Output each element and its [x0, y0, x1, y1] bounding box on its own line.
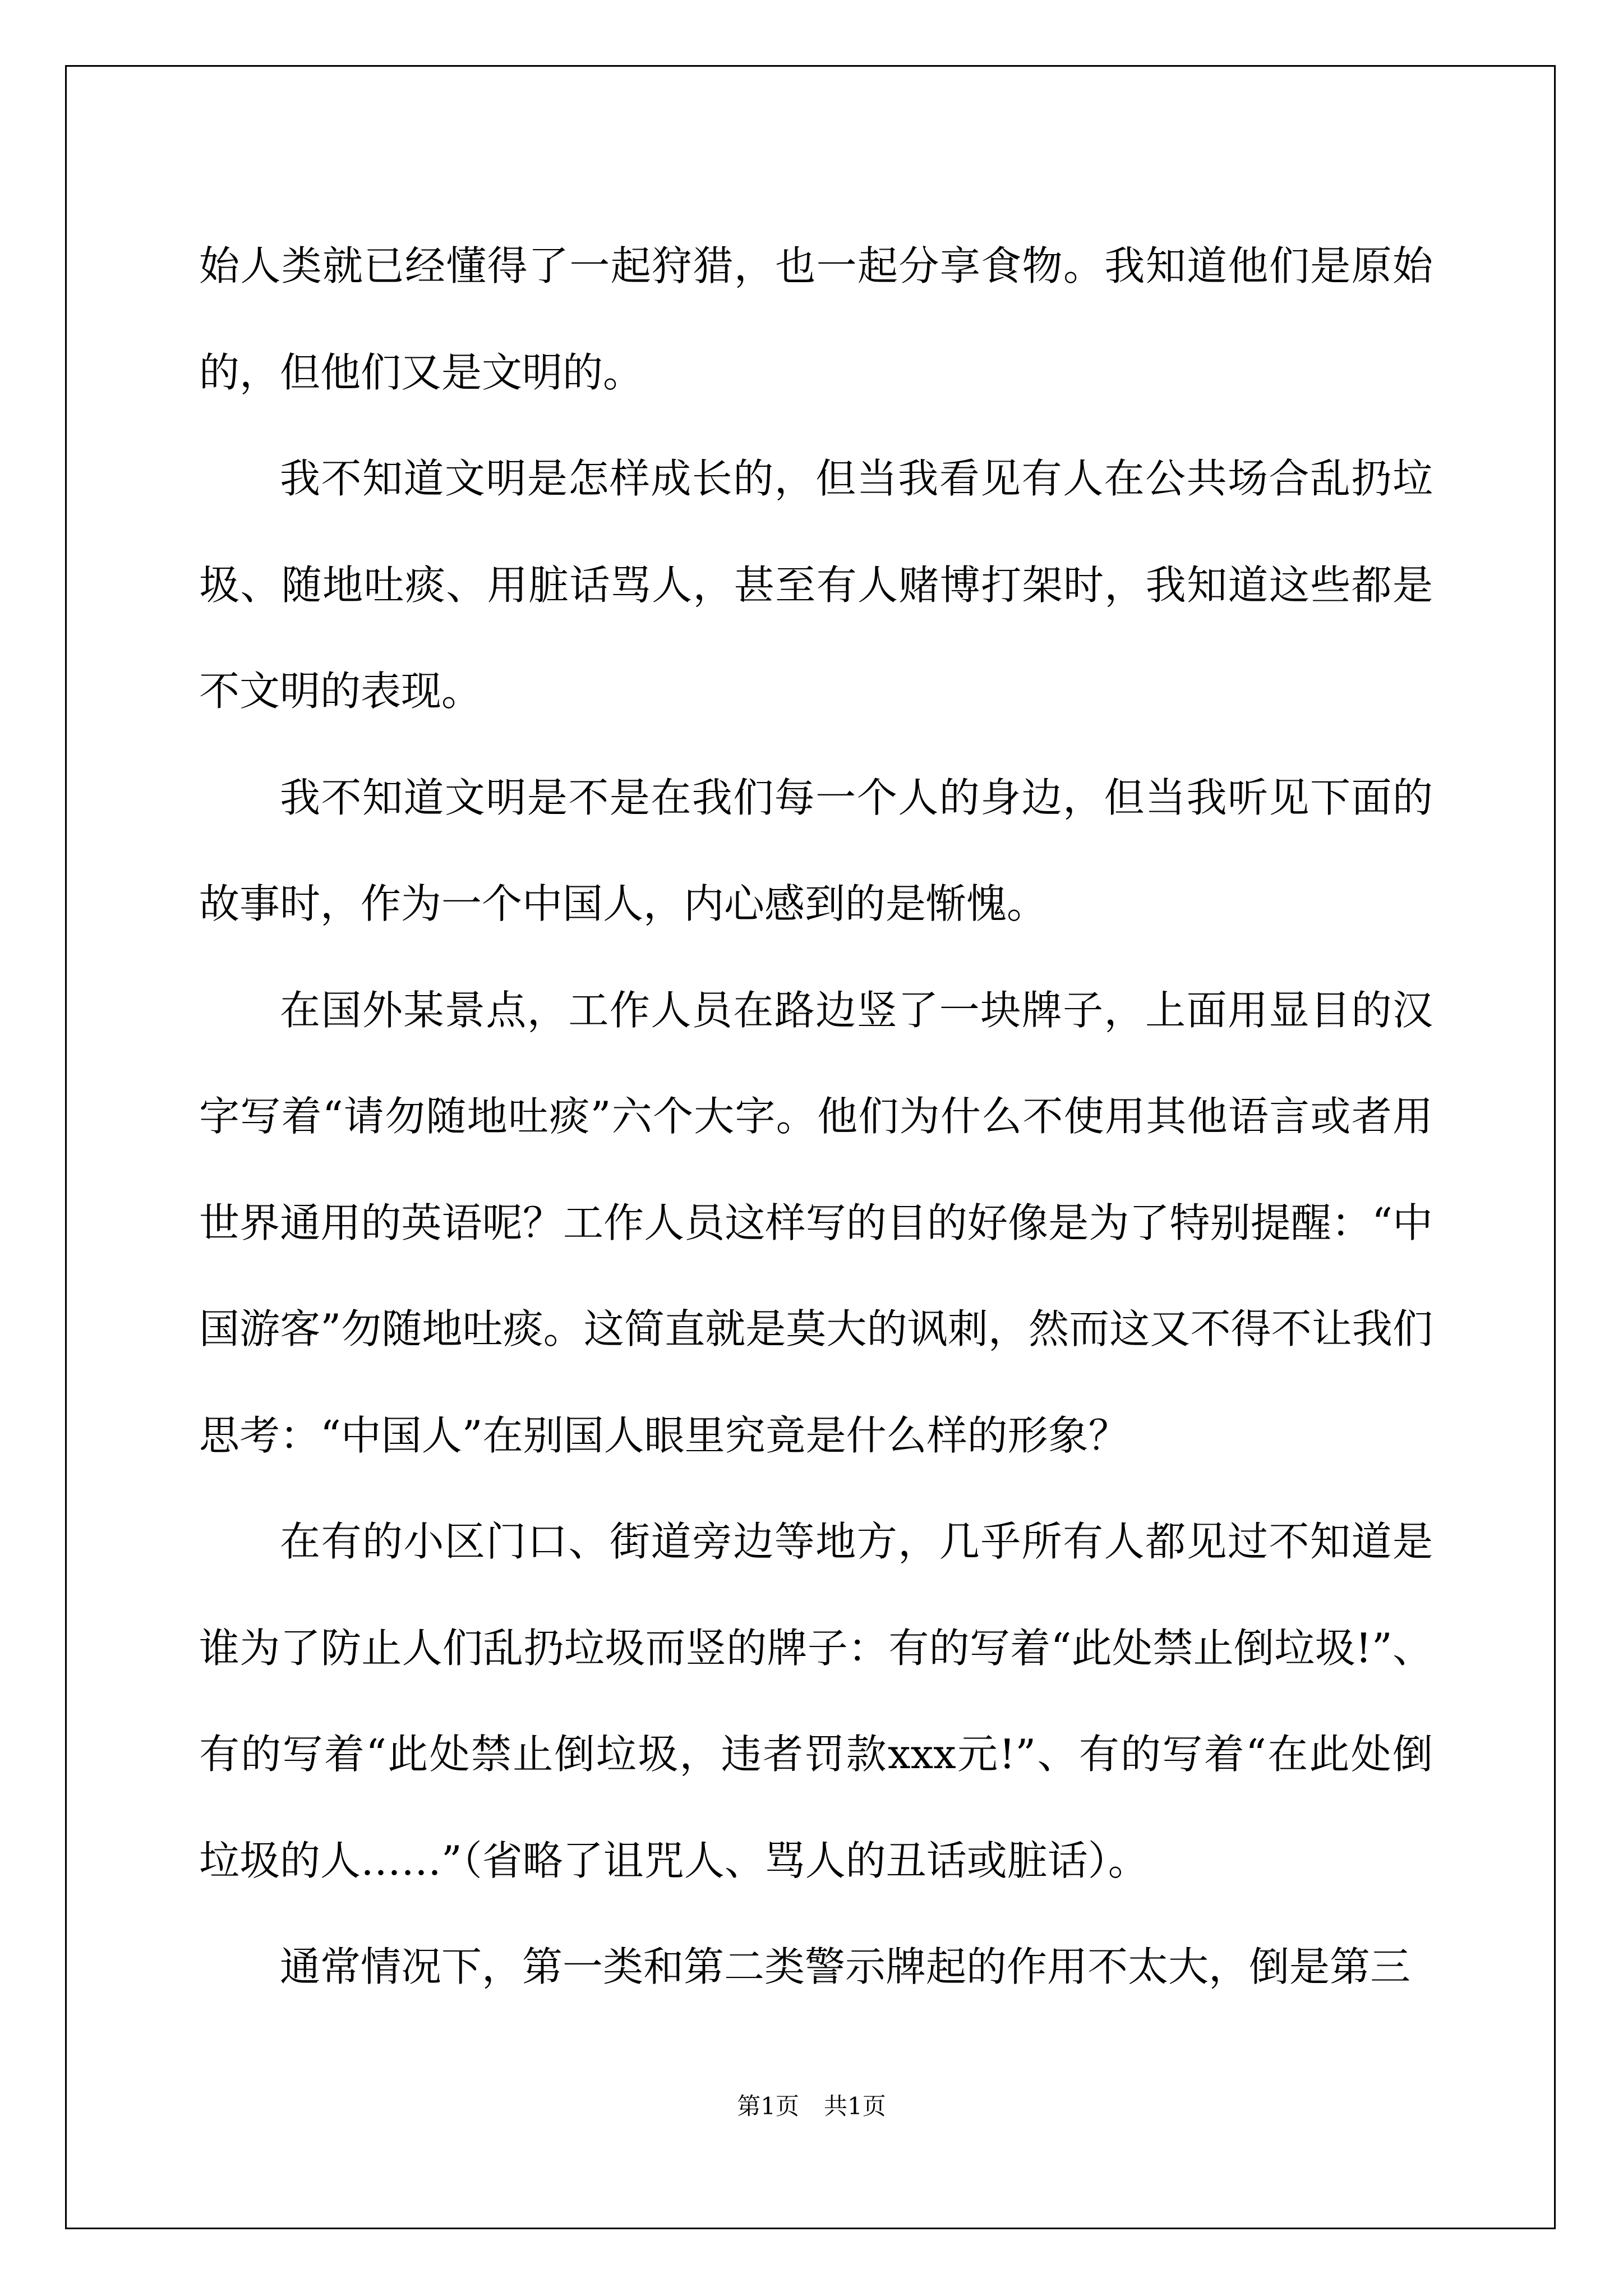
page-total: 共1页 [824, 2092, 886, 2120]
paragraph-3: 我不知道文明是不是在我们每一个人的身边，但当我听见下面的故事时，作为一个中国人，内心感到的是惭愧。 [199, 774, 1433, 927]
paragraph-2: 我不知道文明是怎样成长的，但当我看见有人在公共场合乱扔垃圾、随地吐痰、用脏话骂人，甚至有人赌博打架时，我知道这些都是不文明的表现。 [199, 455, 1433, 715]
paragraph-4: 在国外某景点，工作人员在路边竖了一块牌子，上面用显目的汉字写着“请勿随地吐痰”六个大字。他们为什么不使用其他语言或者用世界通用的英语呢？工作人员这样写的目的好像是为了特别提醒：“中国游客”勿随地吐痰。这简直就是莫大的讽刺，然而这又不得不让我们思考：“中国人”在别国人眼里究竟是什么样的形象？ [199, 986, 1433, 1459]
document-body [199, 213, 1433, 2021]
page-footer [0, 2090, 1623, 2123]
page-number: 第1页 [737, 2092, 799, 2120]
paragraph-5: 在有的小区门口、街道旁边等地方，几乎所有人都见过不知道是谁为了防止人们乱扔垃圾而竖的牌子：有的写着“此处禁止倒垃圾!”、有的写着“此处禁止倒垃圾，违者罚款xxx元!”、有的写着“在此处倒垃圾的人……”（省略了诅咒人、骂人的丑话或脏话）。 [199, 1518, 1433, 1884]
paragraph-6: 通常情况下，第一类和第二类警示牌起的作用不太大，倒是第三 [280, 1943, 1411, 1990]
paragraph-1: 始人类就已经懂得了一起狩猎，也一起分享食物。我知道他们是原始的，但他们又是文明的。 [199, 242, 1433, 396]
